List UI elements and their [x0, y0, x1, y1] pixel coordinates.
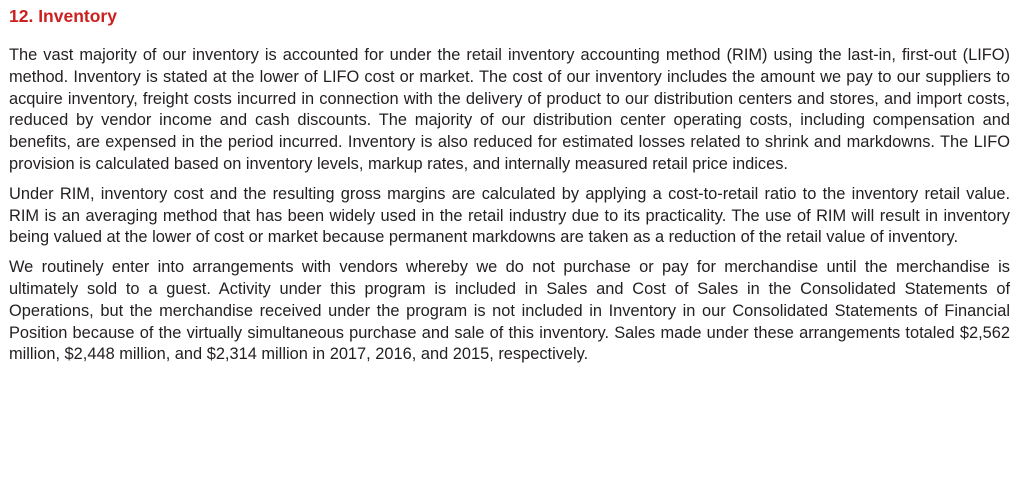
- paragraph-retail-inventory-method: Under RIM, inventory cost and the resulting gross margins are calculated by applying a cost-to-retail ratio to the inventory retail value. RIM is an averaging method that has been widely used in the retail industry due to its practicality. The use of RIM will result in inventory being valued at the lower of cost or market because permanent markdowns are taken as a reduction of the retail value of inventory.: [9, 184, 1010, 247]
- paragraph-vendor-arrangements: We routinely enter into arrangements with vendors whereby we do not purchase or pay for merchandise until the merchandise is ultimately sold to a guest. Activity under this program is included in Sales and Cost of Sales in the Consolidated Statements of Operations, but the merchandise received under the program is not included in Inventory in our Consolidated Statements of Financial Position because of the virtually simultaneous purchase and sale of this inventory. Sales made under these arrangements totaled $2,562 million, $2,448 million, and $2,314 million in 2017, 2016, and 2015, respectively.: [9, 258, 1010, 364]
- section-heading-inventory: 12. Inventory: [9, 6, 117, 26]
- paragraph-inventory-accounting-method: The vast majority of our inventory is accounted for under the retail inventory accounting method (RIM) using the last-in, first-out (LIFO) method. Inventory is stated at the lower of LIFO cost or market. The cost of our inventory includes the amount we pay to our suppliers to acquire inventory, freight costs incurred in connection with the delivery of product to our distribution centers and stores, and import costs, reduced by vendor income and cash discounts. The majority of our distribution center operating costs, including compensation and benefits, are expensed in the period incurred. Inventory is also reduced for estimated losses related to shrink and markdowns. The LIFO provision is calculated based on inventory levels, markup rates, and internally measured retail price indices.: [9, 46, 1010, 173]
